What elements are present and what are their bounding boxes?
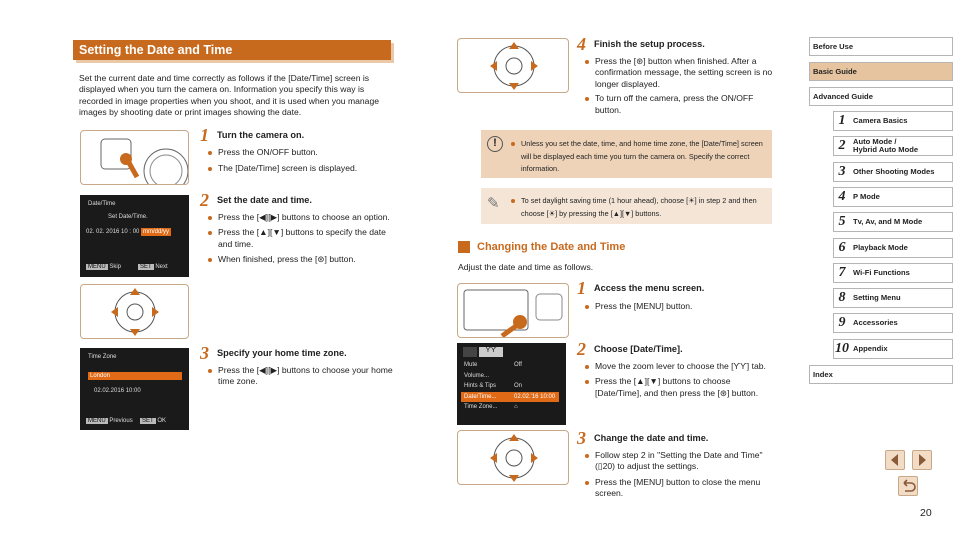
bullet: Press the [MENU] button. xyxy=(583,301,775,312)
step-title: Choose [Date/Time]. xyxy=(594,344,683,354)
prev-page-button[interactable] xyxy=(885,450,905,470)
step-number: 1 xyxy=(200,125,209,145)
timezone-screen xyxy=(80,348,189,430)
screen-title: Date/Time xyxy=(88,201,116,207)
chapter-label: Wi-Fi Functions xyxy=(853,267,910,277)
caution-icon: ! xyxy=(487,136,503,152)
nav-basic-guide[interactable]: Basic Guide xyxy=(809,62,953,81)
step-title: Access the menu screen. xyxy=(594,283,705,293)
chapter-label: P Mode xyxy=(853,191,880,201)
step-number: 3 xyxy=(200,343,209,363)
chapter-label: Tv, Av, and M Mode xyxy=(853,217,923,227)
menu-row-label: Time Zone... xyxy=(464,404,498,410)
chapter-number: 8 xyxy=(838,290,846,306)
control-dial-illustration xyxy=(457,38,569,93)
step-number: 2 xyxy=(200,190,209,210)
nav-chapter[interactable] xyxy=(833,313,953,333)
bullet: Press the [⊛] button when finished. After a confirmation message, the setting screen is no longer displayed. xyxy=(583,56,775,90)
set-action: Next xyxy=(155,264,168,270)
menu-row-value: ⌂ xyxy=(514,404,518,410)
subsection-intro: Adjust the date and time as follows. xyxy=(458,262,594,272)
camera-tab-icon xyxy=(463,347,477,357)
step-title: Finish the setup process. xyxy=(594,39,705,49)
city-field: London xyxy=(88,372,182,380)
bullet: Press the [▲][▼] buttons to specify the date and time. xyxy=(206,227,396,250)
chapter-label: Camera Basics xyxy=(853,116,908,125)
nav-chapter[interactable] xyxy=(833,111,953,131)
control-dial-illustration xyxy=(457,430,569,485)
menu-key: MENU xyxy=(88,264,106,270)
nav-before-use[interactable]: Before Use xyxy=(809,37,953,56)
screen-title: Time Zone xyxy=(88,354,117,360)
chapter-label: Appendix xyxy=(853,343,888,353)
nav-chapter[interactable] xyxy=(833,136,953,156)
chapter-number: 6 xyxy=(838,239,846,255)
chapter-label: Playback Mode xyxy=(853,242,908,252)
menu-row-value: Off xyxy=(514,362,522,368)
camera-top-illustration xyxy=(80,130,189,185)
screen-label: Set Date/Time. xyxy=(108,214,148,220)
menu-action: Skip xyxy=(109,264,122,270)
chapter-number: 5 xyxy=(838,214,846,230)
menu-row-label: Date/Time... xyxy=(464,393,497,400)
pencil-icon: ✎ xyxy=(487,195,500,212)
page-number: 20 xyxy=(920,507,932,519)
next-page-button[interactable] xyxy=(912,450,932,470)
step-number: 1 xyxy=(577,278,586,298)
nav-index[interactable]: Index xyxy=(809,365,953,384)
menu-row xyxy=(461,392,559,403)
bullet: Press the ON/OFF button. xyxy=(206,147,396,158)
menu-row xyxy=(461,371,559,382)
step-number: 2 xyxy=(577,339,586,359)
step-title: Specify your home time zone. xyxy=(217,348,347,358)
chapter-number: 3 xyxy=(838,163,846,179)
set-key: SET xyxy=(142,418,154,424)
caution-text: Unless you set the date, time, and home time zone, the [Date/Time] screen will be displayed each time you turn the camera on. Specify the correct information. xyxy=(509,138,765,176)
bullet: Press the [◀][▶] buttons to choose your home time zone. xyxy=(206,365,396,388)
chapter-number: 1 xyxy=(838,113,846,128)
home-datetime: 02.02.2016 10:00 xyxy=(94,388,141,394)
bullet: The [Date/Time] screen is displayed. xyxy=(206,163,396,174)
nav-chapter[interactable] xyxy=(833,263,953,283)
subsection-marker-icon xyxy=(458,241,470,253)
chapter-label: Setting Menu xyxy=(853,293,901,303)
return-button[interactable] xyxy=(898,476,918,496)
nav-advanced-guide[interactable]: Advanced Guide xyxy=(809,87,953,106)
menu-row-value: On xyxy=(514,383,523,389)
nav-chapter[interactable] xyxy=(833,238,953,258)
step-title: Change the date and time. xyxy=(594,433,709,443)
menu-row-label: Volume... xyxy=(464,372,490,379)
setting-tab-icon: ƳƳ xyxy=(479,347,503,357)
caution-box xyxy=(481,130,772,178)
chapter-number: 4 xyxy=(838,188,846,204)
menu-row-label: Mute xyxy=(464,362,478,368)
subsection-title: Changing the Date and Time xyxy=(477,241,626,253)
note-text: To set daylight saving time (1 hour ahead), choose [☀] in step 2 and then choose [☀] by pressing the [▲][▼] buttons. xyxy=(509,195,765,220)
bullet: Press the [▲][▼] buttons to choose [Date/Time], and then press the [⊛] button. xyxy=(583,376,775,399)
nav-chapter[interactable] xyxy=(833,288,953,308)
bullet: When finished, press the [⊛] button. xyxy=(206,254,396,265)
datetime-screen xyxy=(80,195,189,277)
menu-row xyxy=(461,360,559,371)
menu-key: MENU xyxy=(88,418,106,424)
set-action: OK xyxy=(157,418,167,424)
nav-chapter[interactable] xyxy=(833,162,953,182)
chapter-label: Auto Mode / Hybrid Auto Mode xyxy=(853,137,919,155)
format-field: mm/dd/yy xyxy=(143,229,170,235)
section-title: Setting the Date and Time xyxy=(73,40,391,60)
nav-chapter[interactable] xyxy=(833,187,953,207)
nav-chapter[interactable] xyxy=(833,339,953,359)
chapter-label: Accessories xyxy=(853,318,898,328)
step-title: Set the date and time. xyxy=(217,195,312,205)
step-number: 4 xyxy=(577,34,586,54)
chapter-number: 2 xyxy=(838,138,846,154)
bullet: To turn off the camera, press the ON/OFF button. xyxy=(583,93,775,116)
chapter-number: 9 xyxy=(838,315,846,331)
nav-chapter[interactable] xyxy=(833,212,953,232)
camera-back-illustration xyxy=(457,283,569,338)
bullet: Move the zoom lever to choose the [ƳƳ] tab. xyxy=(583,361,775,372)
menu-row-label: Hints & Tips xyxy=(464,383,497,389)
note-box xyxy=(481,188,772,224)
control-dial-illustration xyxy=(80,284,189,339)
setting-menu-screen xyxy=(457,343,566,425)
menu-row xyxy=(461,402,559,413)
bullet: Press the [◀][▶] buttons to choose an option. xyxy=(206,212,396,223)
chapter-number: 10 xyxy=(835,340,849,356)
step-number: 3 xyxy=(577,428,586,448)
chapter-label: Other Shooting Modes xyxy=(853,166,935,176)
menu-row-value: 02.02.'16 10:00 xyxy=(514,393,556,400)
menu-row xyxy=(461,381,559,392)
menu-action: Previous xyxy=(109,418,133,424)
bullet: Press the [MENU] button to close the menu screen. xyxy=(583,477,775,500)
intro-text: Set the current date and time correctly as follows if the [Date/Time] screen is displayed when you turn the camera on. Information you specify this way is recorded in image properties when you shoot, and it is used when you manage images by shooting date or print images showing the date. xyxy=(79,73,380,118)
date-fields: 02. 02. 2016 10 : 00 xyxy=(86,229,140,235)
bullet: Follow step 2 in "Setting the Date and Time" (▯20) to adjust the settings. xyxy=(583,450,775,473)
step-title: Turn the camera on. xyxy=(217,130,305,140)
chapter-number: 7 xyxy=(838,264,846,280)
set-key: SET xyxy=(140,264,152,270)
